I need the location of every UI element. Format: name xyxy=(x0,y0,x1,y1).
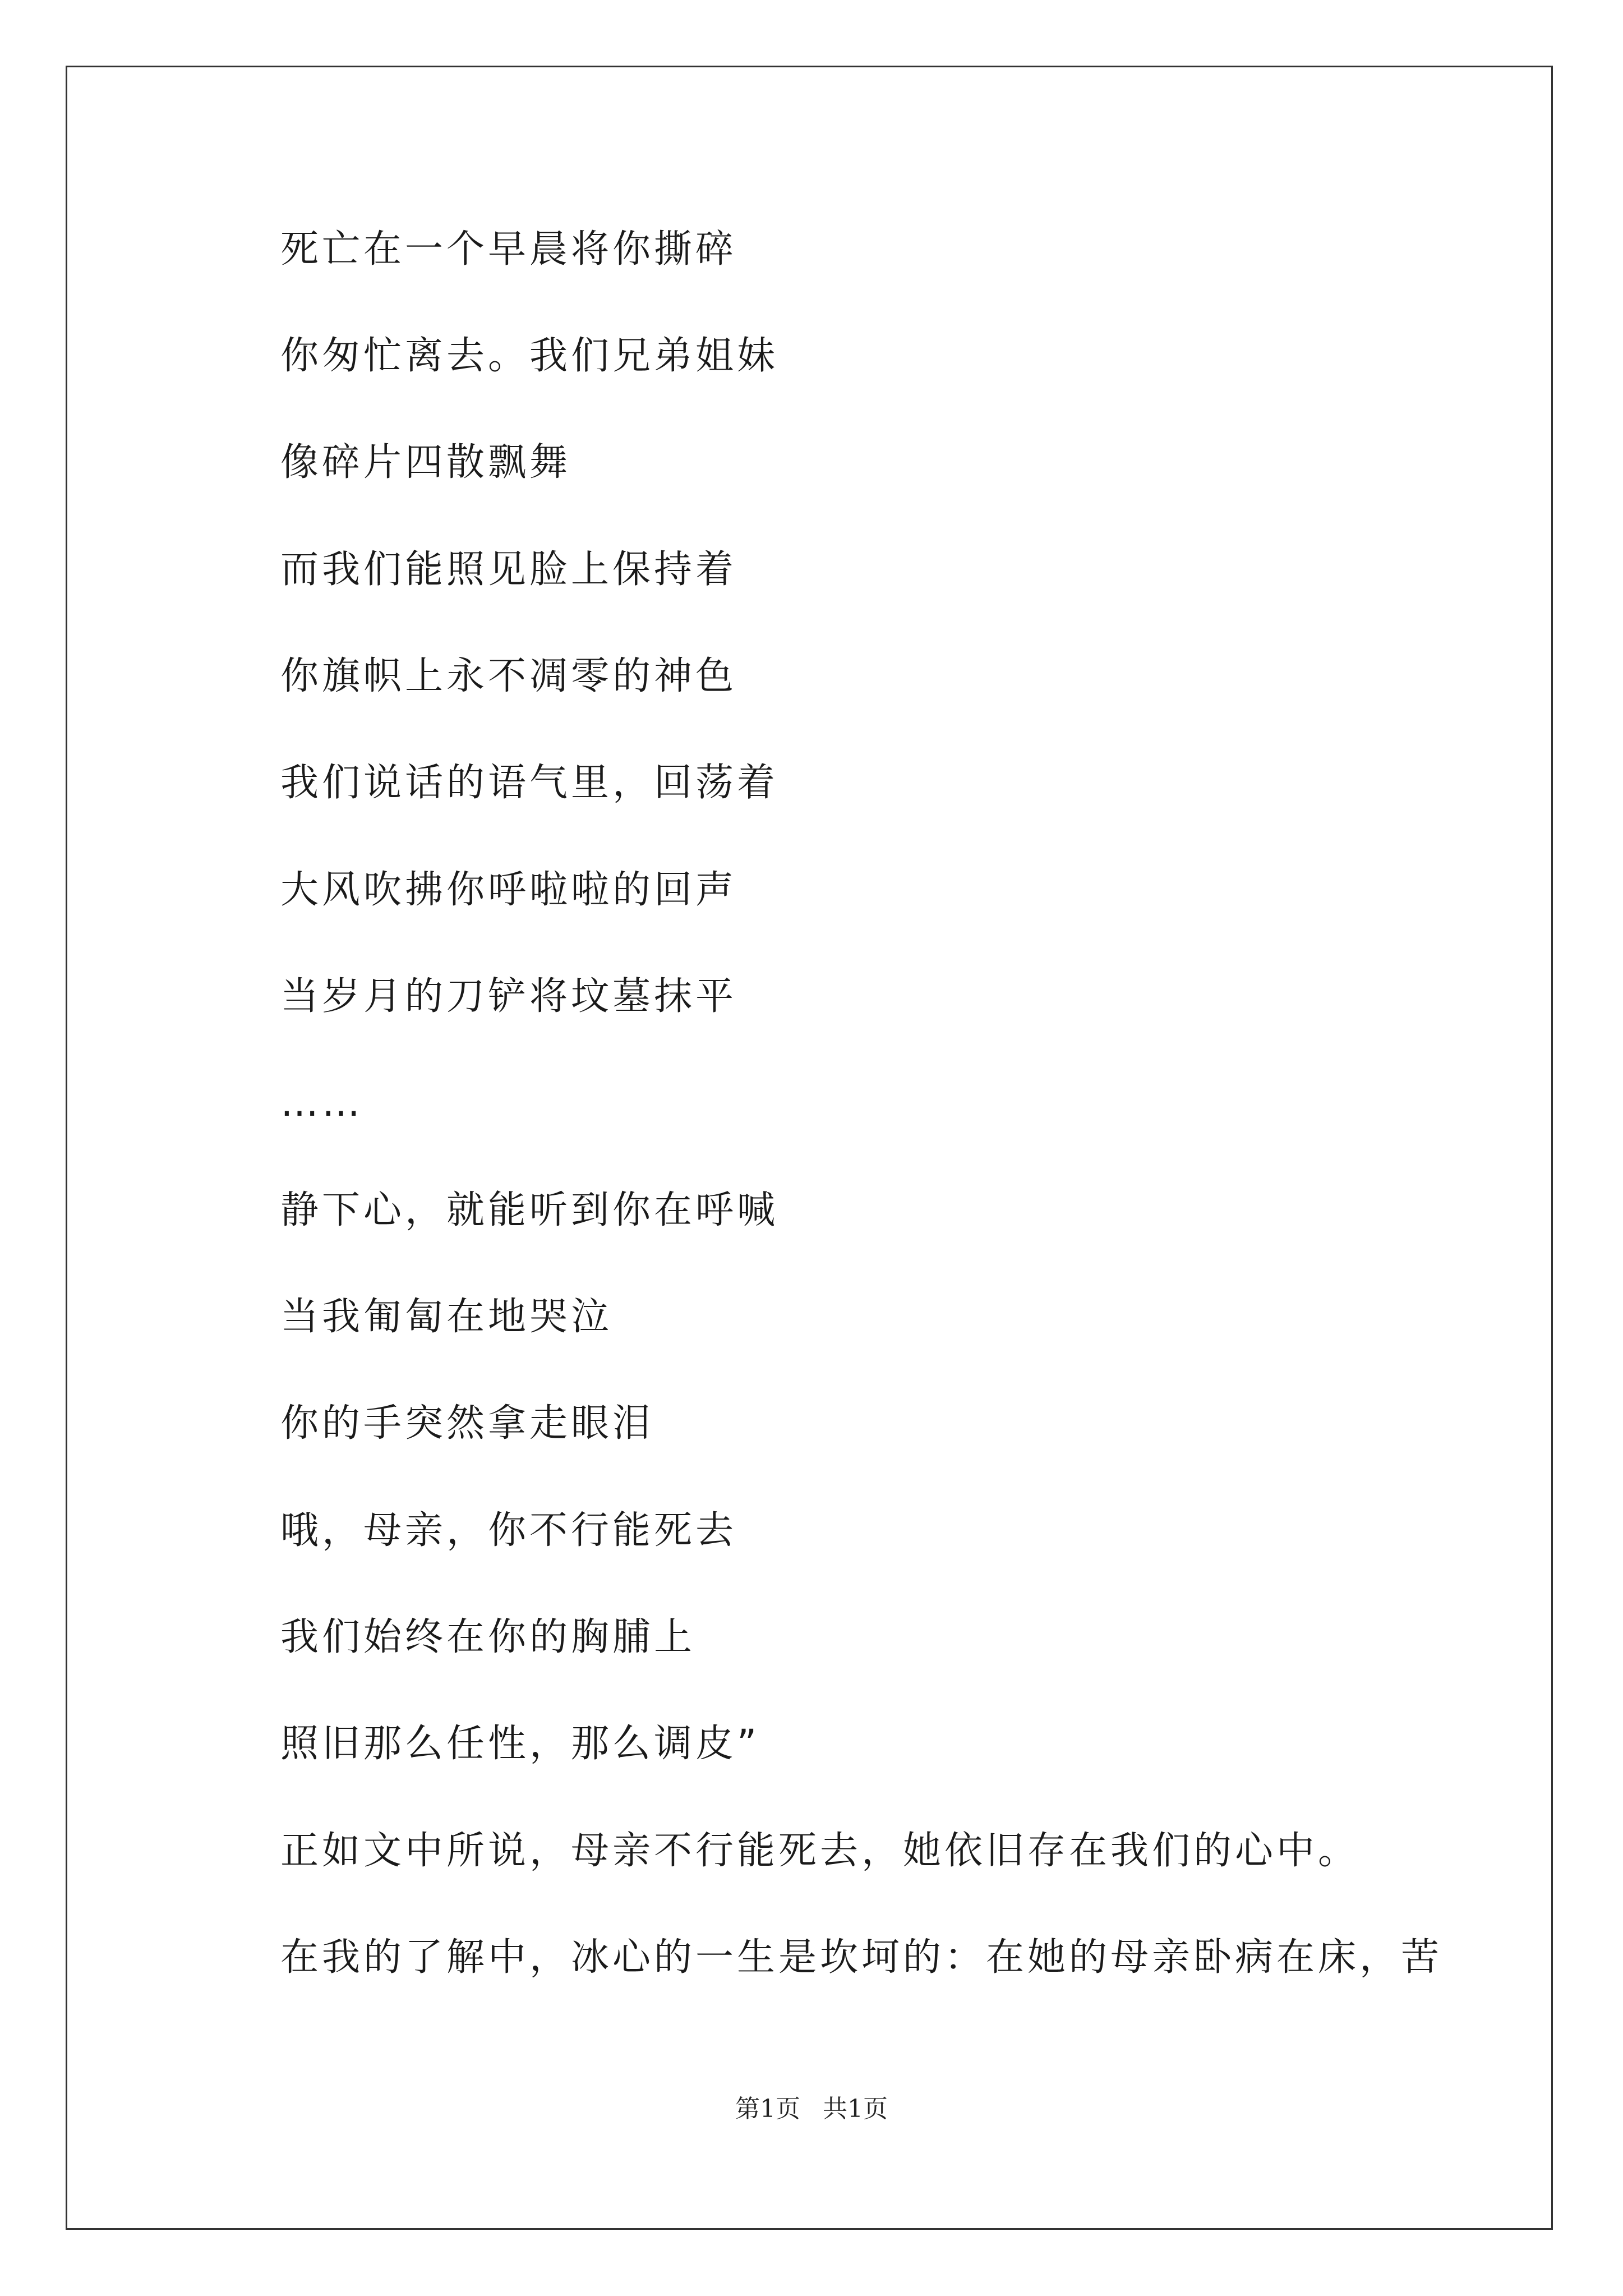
text-line: 静下心，就能听到你在呼喊 xyxy=(280,1188,779,1232)
ellipsis-line: …… xyxy=(280,1081,363,1125)
page-number: 第1页 xyxy=(735,2095,800,2123)
text-line: 你匆忙离去。我们兄弟姐妹 xyxy=(280,334,779,378)
text-line: 正如文中所说，母亲不行能死去，她依旧存在我们的心中。 xyxy=(280,1829,1360,1873)
page-border xyxy=(66,66,1553,2230)
text-line: 我们始终在你的胸脯上 xyxy=(280,1615,696,1659)
text-line: 我们说话的语气里，回荡着 xyxy=(280,761,779,805)
text-line: 照旧那么任性，那么调皮” xyxy=(280,1722,760,1766)
text-line: 在我的了解中，冰心的一生是坎坷的：在她的母亲卧病在床，苦 xyxy=(280,1935,1443,1980)
text-line: 而我们能照见脸上保持着 xyxy=(280,547,737,592)
text-line: 你的手突然拿走眼泪 xyxy=(280,1401,654,1446)
text-line: 像碎片四散飘舞 xyxy=(280,440,571,485)
text-line: 大风吹拂你呼啦啦的回声 xyxy=(280,868,737,912)
page-footer xyxy=(0,2093,1623,2125)
text-line: 哦，母亲，你不行能死去 xyxy=(280,1508,737,1553)
text-line: 当岁月的刀铲将坟墓抹平 xyxy=(280,974,737,1019)
text-line: 死亡在一个早晨将你撕碎 xyxy=(280,227,737,272)
text-line: 你旗帜上永不凋零的神色 xyxy=(280,654,737,698)
total-pages: 共1页 xyxy=(823,2095,888,2123)
text-line: 当我匍匐在地哭泣 xyxy=(280,1295,613,1339)
